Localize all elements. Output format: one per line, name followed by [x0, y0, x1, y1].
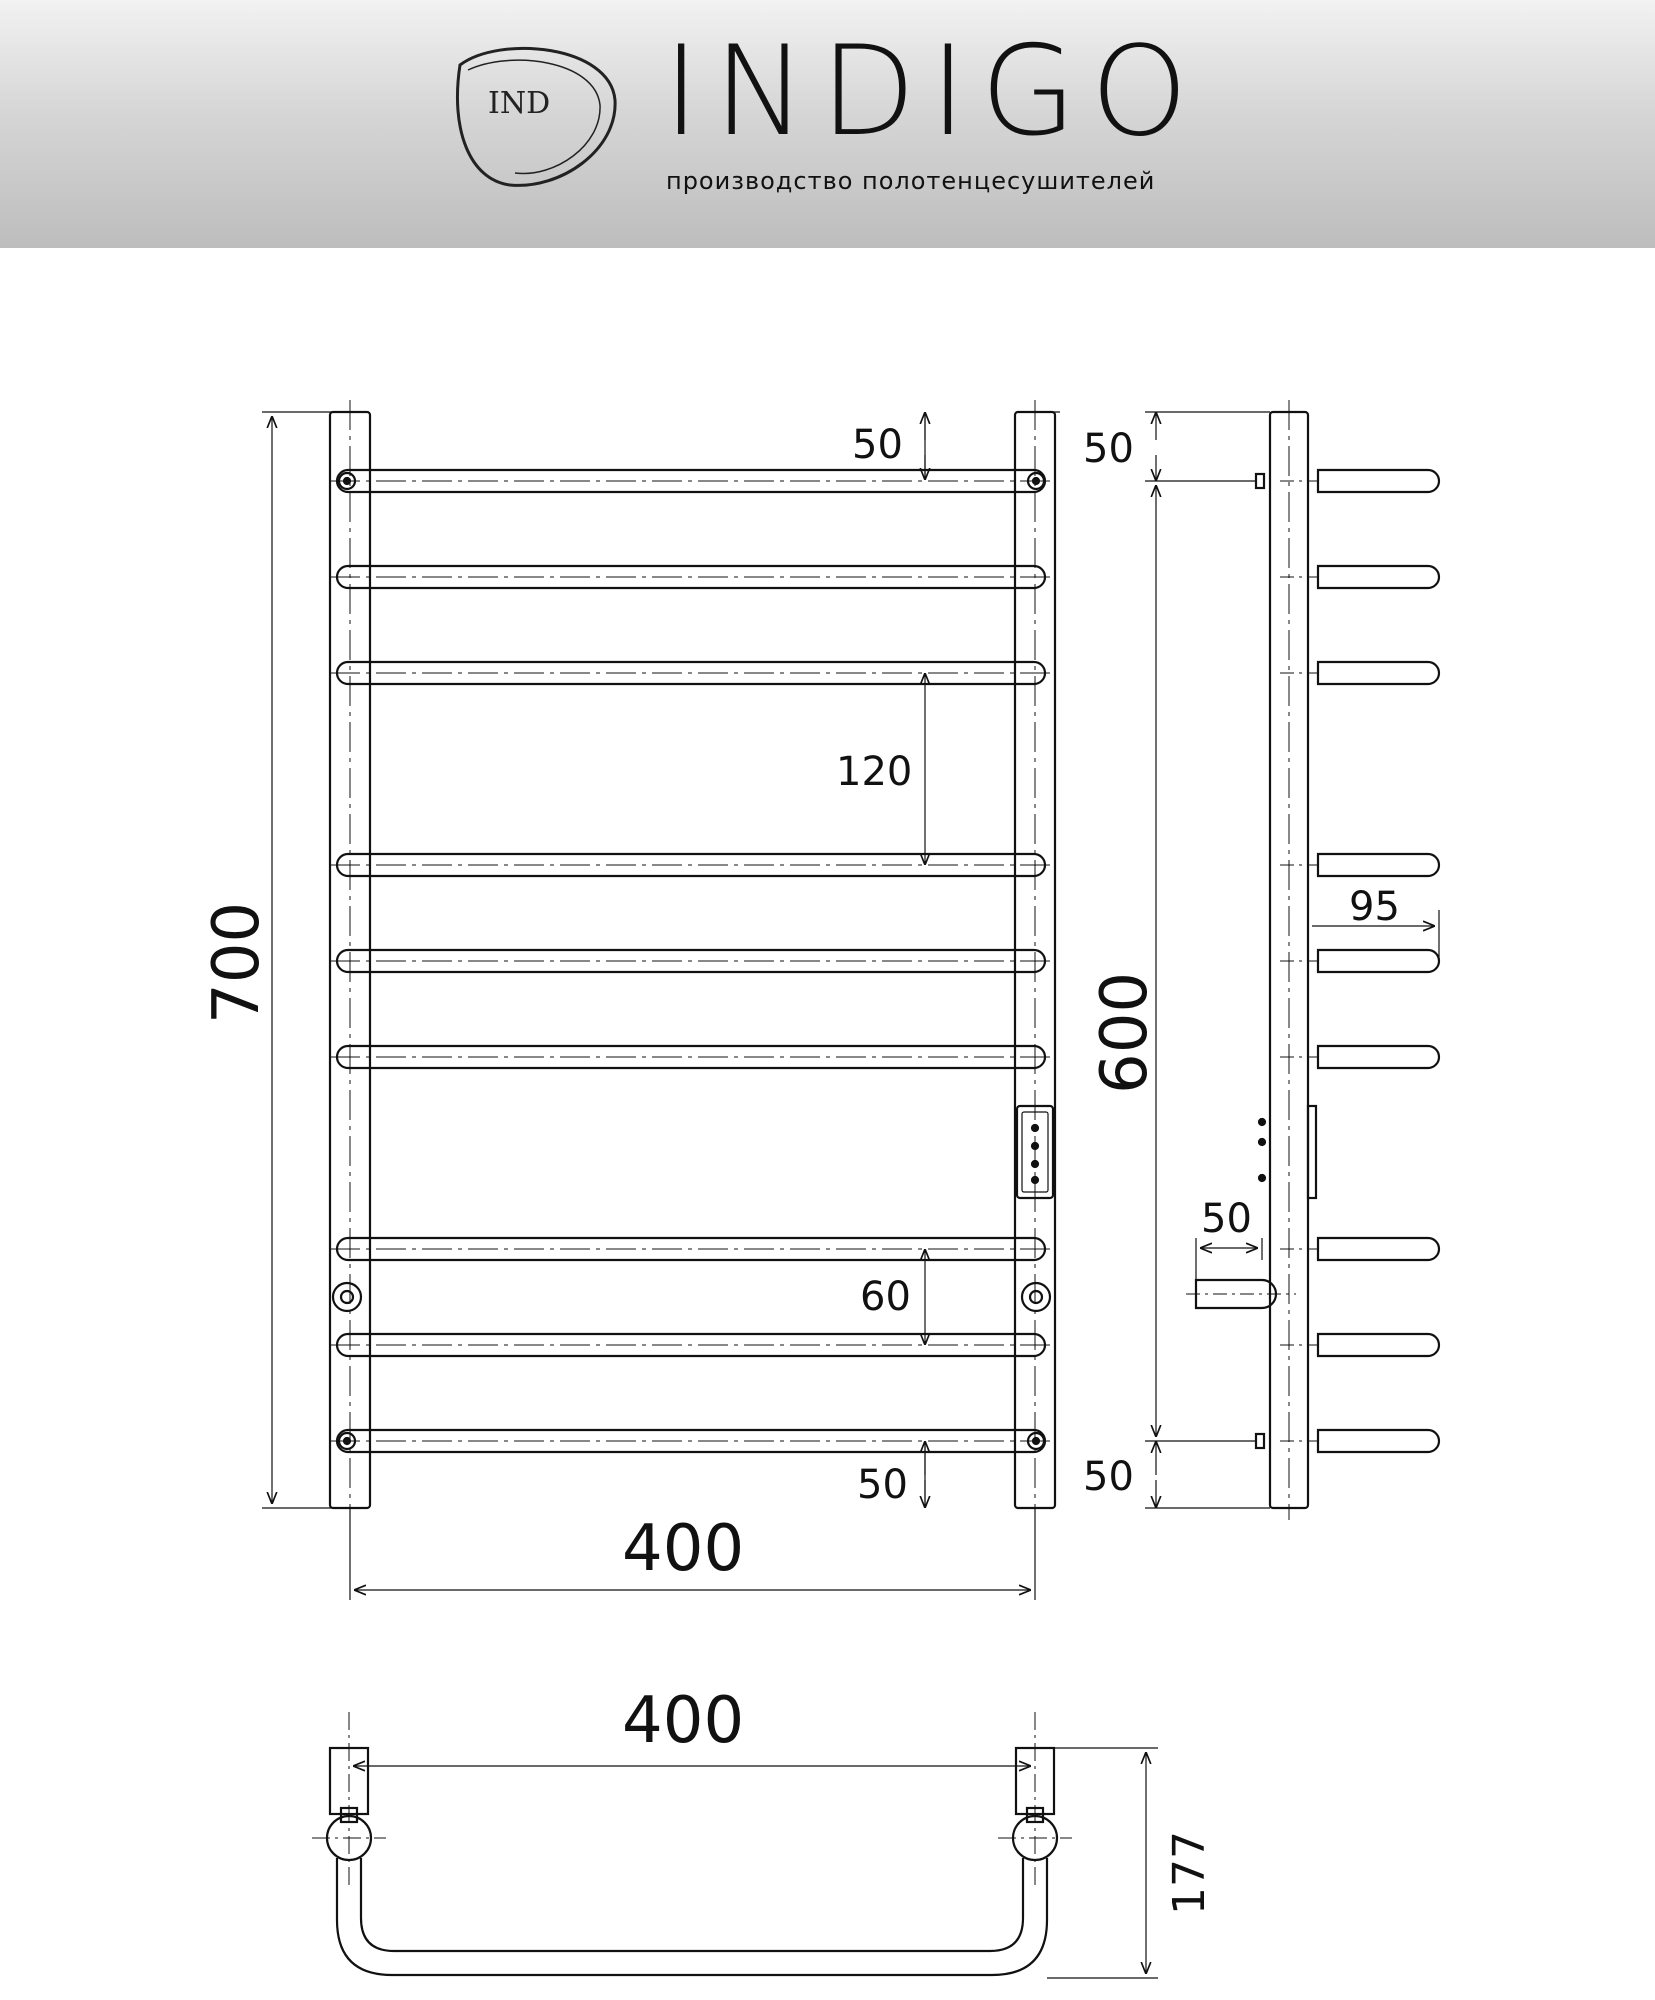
front-dimensions [262, 412, 1060, 1600]
connector-icon [1022, 1283, 1050, 1311]
side-dimensions [1145, 412, 1439, 1508]
logo-text: IND [488, 86, 551, 121]
dim-width: 400 [622, 1512, 745, 1586]
top-dimension-labels [622, 1684, 1215, 1915]
brand-name: INDIGO [663, 20, 1203, 164]
dim-top-offset: 50 [852, 422, 903, 468]
dim-depth: 95 [1349, 884, 1400, 930]
side-view [1186, 400, 1439, 1520]
top-dimensions [353, 1748, 1158, 1978]
connector-icon [333, 1283, 361, 1311]
front-view [330, 400, 1055, 1520]
dim-gap-small: 60 [860, 1274, 911, 1320]
dim-bottom-offset: 50 [857, 1462, 908, 1508]
dim-side-bottom: 50 [1083, 1454, 1134, 1500]
dim-gap-large: 120 [836, 749, 913, 795]
u-rail-inner [361, 1858, 1023, 1951]
u-rail-outer [337, 1858, 1047, 1975]
dim-connector: 50 [1201, 1196, 1252, 1242]
front-dimension-labels [200, 422, 912, 1586]
dim-side-top: 50 [1083, 426, 1134, 472]
dim-top-depth: 177 [1164, 1831, 1215, 1915]
dim-mount-height: 600 [1088, 971, 1162, 1094]
brand-tagline: производство полотенцесушителей [666, 167, 1156, 195]
side-rungs [1318, 470, 1439, 1452]
dim-top-width: 400 [622, 1684, 745, 1758]
dim-height-total: 700 [200, 901, 274, 1024]
